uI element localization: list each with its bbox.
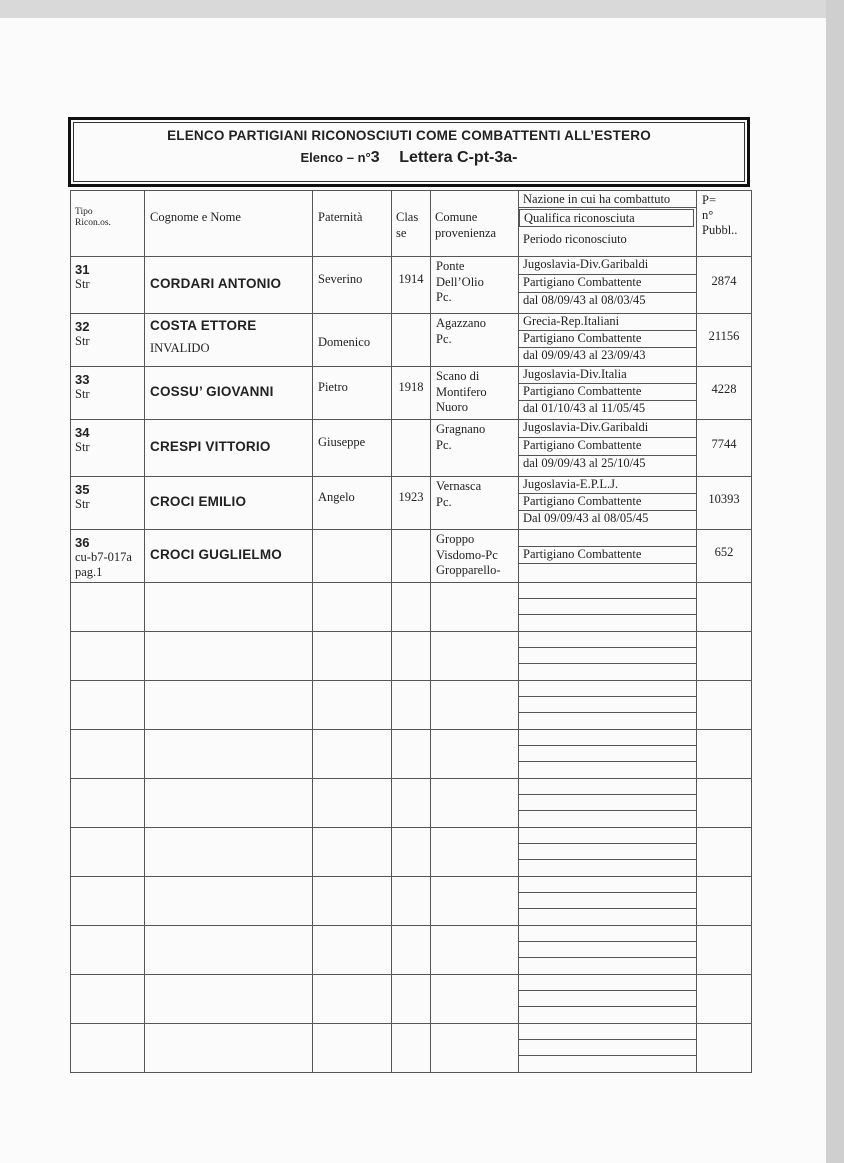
qualifica-text: Partigiano Combattente: [519, 384, 696, 401]
empty-cell: [392, 632, 431, 681]
classe-cell: [392, 530, 431, 583]
lettera-label: Lettera C-pt-3a-: [399, 149, 518, 166]
classe-cell: [392, 420, 431, 477]
empty-cell: [313, 975, 392, 1024]
tipo-cell: [71, 530, 145, 583]
paternita-cell: [313, 530, 392, 583]
header-tipo: Tipo Ricon.os.: [71, 191, 145, 257]
header-nazione: Nazione in cui ha combattuto: [519, 191, 696, 208]
empty-row: [71, 877, 752, 926]
comune-text: Vernasca: [436, 479, 482, 493]
tipo-cell: [71, 367, 145, 420]
empty-cell: [313, 779, 392, 828]
tipo-text: Str: [75, 440, 90, 454]
empty-cell: [145, 1024, 313, 1073]
empty-cell: [431, 632, 519, 681]
note-text: INVALIDO: [150, 341, 210, 355]
empty-cell: [145, 779, 313, 828]
empty-row: [71, 730, 752, 779]
empty-cell: [313, 877, 392, 926]
tipo-text: Str: [75, 387, 90, 401]
nazione-text: [519, 530, 696, 547]
classe-cell: [392, 257, 431, 314]
scan-edge: [826, 0, 844, 1163]
empty-cell: [145, 828, 313, 877]
comune-text: Pc.: [436, 290, 452, 304]
comune-text: Ponte: [436, 259, 465, 273]
empty-cell: [392, 583, 431, 632]
qualifica-text: Partigiano Combattente: [519, 331, 696, 348]
document-subtitle: [71, 149, 747, 167]
qualifica-text: Partigiano Combattente: [519, 494, 696, 511]
empty-cell: [392, 828, 431, 877]
tipo-cell: [71, 257, 145, 314]
empty-cell: [71, 681, 145, 730]
pubbl-cell: [697, 314, 752, 367]
row-number: 31: [75, 262, 90, 277]
name-cell: [145, 530, 313, 583]
empty-cell: [392, 681, 431, 730]
pubbl-number: 21156: [708, 329, 740, 343]
pubbl-number: 10393: [708, 492, 740, 506]
comune-text: Montifero: [436, 384, 487, 399]
empty-cell: [313, 681, 392, 730]
empty-row: [71, 583, 752, 632]
header-pubbl: P= n° Pubbl..: [697, 191, 752, 257]
classe-text: 1914: [398, 272, 424, 286]
empty-detail-cell: [519, 583, 697, 632]
person-name: CORDARI ANTONIO: [150, 276, 282, 291]
empty-cell: [431, 877, 519, 926]
comune-text: Agazzano: [436, 316, 486, 330]
tipo-cell: [71, 477, 145, 530]
periodo-text: [519, 564, 696, 582]
empty-detail-cell: [519, 1024, 697, 1073]
row-number: 33: [75, 372, 90, 387]
empty-cell: [431, 730, 519, 779]
empty-cell: [697, 877, 752, 926]
pubbl-number: 4228: [711, 382, 737, 396]
detail-cell: [519, 477, 697, 530]
comune-text: Dell’Olio: [436, 274, 484, 289]
paternita-cell: [313, 420, 392, 477]
empty-detail-cell: [519, 975, 697, 1024]
empty-cell: [145, 926, 313, 975]
tipo-text: Str: [75, 334, 90, 348]
comune-text: Groppo: [436, 532, 475, 546]
comune-text: Gropparello-: [436, 563, 501, 577]
empty-cell: [71, 583, 145, 632]
empty-cell: [697, 975, 752, 1024]
comune-text: Pc.: [436, 331, 452, 346]
classe-cell: [392, 477, 431, 530]
empty-cell: [71, 926, 145, 975]
row-number: 32: [75, 319, 90, 334]
empty-cell: [392, 975, 431, 1024]
empty-cell: [145, 975, 313, 1024]
periodo-text: dal 09/09/43 al 23/09/43: [523, 348, 646, 362]
comune-cell: [431, 477, 519, 530]
periodo-text: dal 08/09/43 al 08/03/45: [523, 293, 646, 307]
empty-cell: [71, 730, 145, 779]
empty-cell: [145, 681, 313, 730]
paternita-cell: [313, 367, 392, 420]
comune-text: Pc.: [436, 437, 452, 452]
paternita-text: Domenico: [318, 335, 371, 349]
empty-cell: [392, 779, 431, 828]
detail-cell: [519, 314, 697, 367]
empty-cell: [313, 583, 392, 632]
empty-row: [71, 1024, 752, 1073]
empty-detail-cell: [519, 877, 697, 926]
comune-text: Pc.: [436, 494, 452, 509]
comune-text: Scano di: [436, 369, 480, 383]
tipo-cell: [71, 314, 145, 367]
comune-cell: [431, 314, 519, 367]
comune-cell: [431, 530, 519, 583]
empty-cell: [313, 730, 392, 779]
header-periodo: Periodo riconosciuto: [523, 232, 627, 246]
nazione-text: Jugoslavia-Div.Italia: [519, 367, 696, 384]
empty-cell: [431, 926, 519, 975]
row-number: 34: [75, 425, 90, 440]
classe-cell: [392, 367, 431, 420]
name-cell: [145, 420, 313, 477]
empty-cell: [392, 730, 431, 779]
tipo-text: Str: [75, 277, 90, 291]
name-cell: [145, 367, 313, 420]
comune-cell: [431, 420, 519, 477]
pubbl-cell: [697, 477, 752, 530]
comune-text: Visdomo-Pc: [436, 547, 498, 562]
paternita-text: Pietro: [318, 380, 348, 394]
header-comune: Comune provenienza: [431, 191, 519, 257]
empty-cell: [71, 1024, 145, 1073]
header-row: [71, 191, 752, 257]
pubbl-number: 652: [714, 545, 734, 559]
pubbl-cell: [697, 257, 752, 314]
empty-cell: [392, 877, 431, 926]
empty-detail-cell: [519, 681, 697, 730]
empty-cell: [145, 730, 313, 779]
detail-cell: [519, 530, 697, 583]
qualifica-text: Partigiano Combattente: [519, 438, 696, 456]
empty-detail-cell: [519, 926, 697, 975]
empty-cell: [697, 779, 752, 828]
person-name: CROCI GUGLIELMO: [150, 547, 282, 562]
elenco-label: Elenco – n°: [300, 150, 371, 165]
paternita-cell: [313, 314, 392, 367]
table-row: [71, 257, 752, 314]
paternita-text: Severino: [318, 272, 363, 286]
empty-cell: [431, 1024, 519, 1073]
table-row: [71, 314, 752, 367]
paternita-cell: [313, 257, 392, 314]
person-name: COSTA ETTORE: [150, 318, 257, 333]
empty-cell: [313, 926, 392, 975]
comune-cell: [431, 367, 519, 420]
empty-cell: [431, 828, 519, 877]
paternita-text: Angelo: [318, 490, 355, 504]
row-number: 35: [75, 482, 90, 497]
qualifica-text: Partigiano Combattente: [519, 547, 696, 564]
nazione-text: Jugoslavia-E.P.L.J.: [519, 477, 696, 494]
header-cognome: Cognome e Nome: [145, 191, 313, 257]
empty-detail-cell: [519, 828, 697, 877]
header-nazione-group: [519, 191, 697, 257]
tipo-text: cu-b7-017a: [75, 550, 132, 564]
empty-cell: [145, 632, 313, 681]
person-name: COSSU’ GIOVANNI: [150, 384, 274, 399]
table-row: [71, 530, 752, 583]
empty-row: [71, 779, 752, 828]
pubbl-number: 7744: [711, 437, 737, 451]
nazione-text: Grecia-Rep.Italiani: [519, 314, 696, 331]
paternita-cell: [313, 477, 392, 530]
empty-cell: [313, 632, 392, 681]
empty-cell: [697, 632, 752, 681]
tipo-cell: [71, 420, 145, 477]
nazione-text: Jugoslavia-Div.Garibaldi: [519, 257, 696, 275]
person-name: CROCI EMILIO: [150, 494, 247, 509]
empty-row: [71, 926, 752, 975]
empty-detail-cell: [519, 730, 697, 779]
empty-cell: [431, 681, 519, 730]
empty-row: [71, 681, 752, 730]
empty-cell: [71, 877, 145, 926]
comune-text: Nuoro: [436, 400, 468, 414]
header-classe: Clas se: [392, 191, 431, 257]
pubbl-cell: [697, 530, 752, 583]
empty-cell: [697, 1024, 752, 1073]
empty-cell: [392, 1024, 431, 1073]
empty-cell: [71, 828, 145, 877]
detail-cell: [519, 257, 697, 314]
classe-cell: [392, 314, 431, 367]
empty-cell: [697, 828, 752, 877]
table-row: [71, 420, 752, 477]
periodo-text: dal 09/09/43 al 25/10/45: [523, 456, 646, 470]
empty-cell: [71, 779, 145, 828]
empty-cell: [71, 975, 145, 1024]
empty-cell: [145, 877, 313, 926]
table-row: [71, 367, 752, 420]
person-name: CRESPI VITTORIO: [150, 439, 271, 454]
empty-cell: [392, 926, 431, 975]
detail-cell: [519, 420, 697, 477]
empty-row: [71, 975, 752, 1024]
empty-detail-cell: [519, 779, 697, 828]
pubbl-number: 2874: [711, 274, 737, 288]
comune-cell: [431, 257, 519, 314]
elenco-number: 3: [370, 149, 380, 166]
detail-cell: [519, 367, 697, 420]
classe-text: 1923: [398, 490, 424, 504]
name-cell: [145, 257, 313, 314]
comune-text: Gragnano: [436, 422, 486, 436]
empty-row: [71, 632, 752, 681]
title-box: [68, 117, 750, 187]
empty-detail-cell: [519, 632, 697, 681]
tipo-text: Str: [75, 497, 90, 511]
pubbl-cell: [697, 420, 752, 477]
periodo-text: Dal 09/09/43 al 08/05/45: [523, 511, 649, 525]
partisan-table: [70, 190, 752, 1073]
empty-cell: [697, 681, 752, 730]
classe-text: 1918: [398, 380, 424, 394]
empty-cell: [313, 1024, 392, 1073]
row-number: 36: [75, 535, 90, 550]
empty-cell: [431, 583, 519, 632]
name-cell: [145, 314, 313, 367]
empty-cell: [697, 730, 752, 779]
empty-row: [71, 828, 752, 877]
empty-cell: [431, 975, 519, 1024]
nazione-text: Jugoslavia-Div.Garibaldi: [519, 420, 696, 438]
paternita-text: Giuseppe: [318, 435, 366, 449]
empty-cell: [71, 632, 145, 681]
tipo-text: pag.1: [75, 565, 103, 579]
empty-cell: [697, 583, 752, 632]
pubbl-cell: [697, 367, 752, 420]
empty-cell: [145, 583, 313, 632]
name-cell: [145, 477, 313, 530]
header-paternita: Paternità: [313, 191, 392, 257]
document-title: ELENCO PARTIGIANI RICONOSCIUTI COME COMBATTENTI ALL’ESTERO: [167, 128, 651, 143]
empty-cell: [431, 779, 519, 828]
periodo-text: dal 01/10/43 al 11/05/45: [523, 401, 646, 415]
empty-cell: [313, 828, 392, 877]
header-qualifica: Qualifica riconosciuta: [519, 209, 694, 227]
table-row: [71, 477, 752, 530]
qualifica-text: Partigiano Combattente: [519, 275, 696, 293]
empty-cell: [697, 926, 752, 975]
